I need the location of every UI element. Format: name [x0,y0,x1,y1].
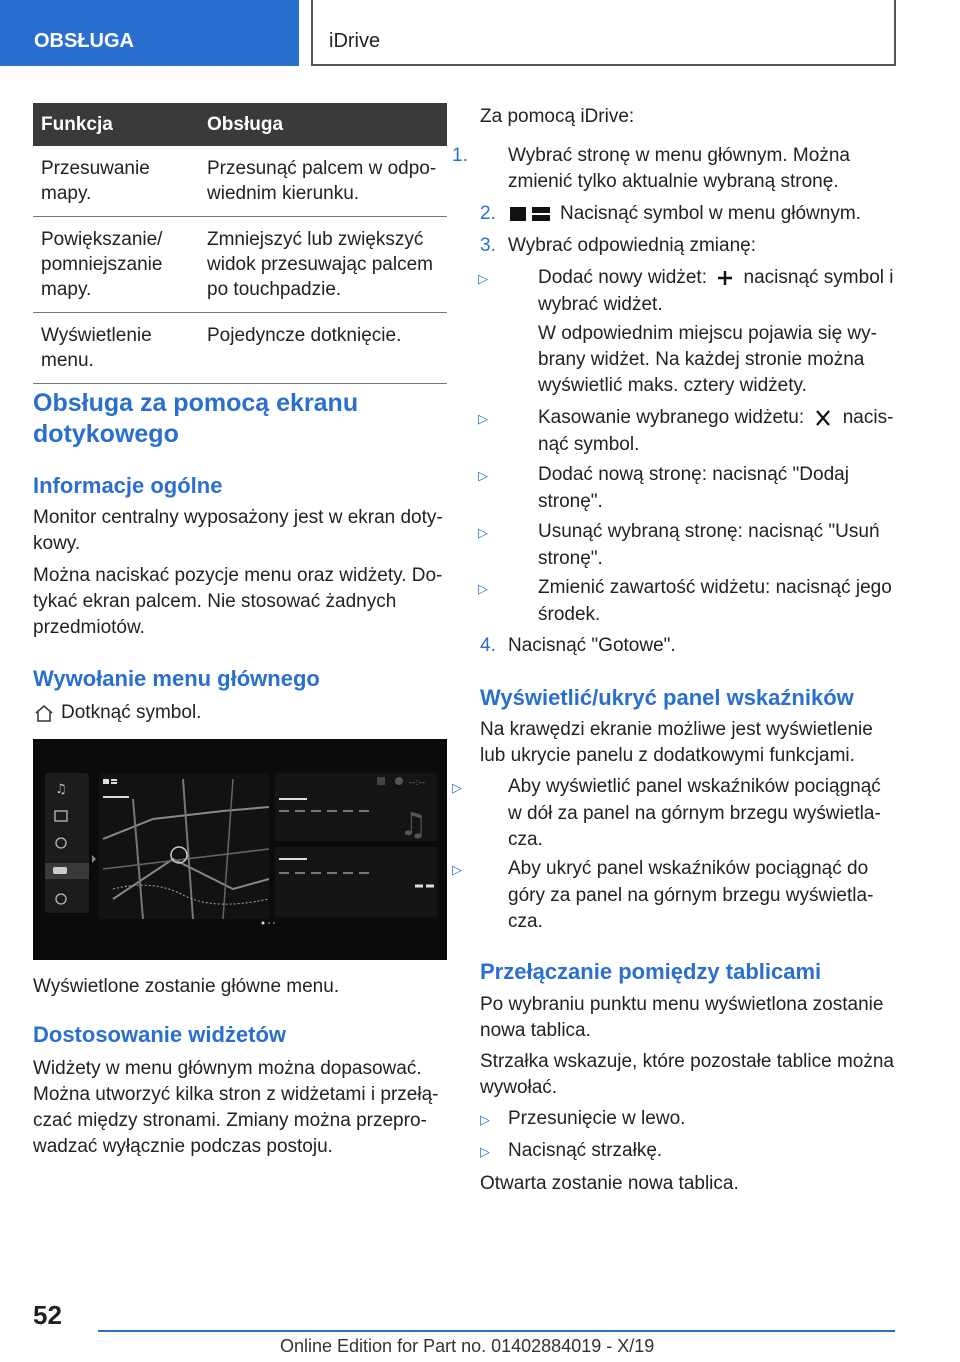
touch-symbol-line [33,700,201,726]
sidebar-panel [45,773,89,913]
section-tab [0,0,299,66]
paragraph-general-2: Można naciskać pozycje menu oraz widżety. Do-tykać ekran palcem. Nie stosować żadnych przedmiotów. [33,565,443,638]
add-page-text: Dodać nową stronę: nacisnąć "Dodaj stronę". [538,464,849,512]
substep-add-page [478,462,888,515]
bullet-triangle-icon: ▷ [480,1144,490,1159]
add-widget-text-a: Dodać nowy widżet: [538,267,707,288]
chapter-tab [311,0,896,66]
heading-indicator-panel: Wyświetlić/ukryć panel wskaźników [480,685,854,710]
car-icon [53,867,67,874]
touch-symbol-text: Dotknąć symbol. [61,702,202,723]
step-2 [480,201,890,227]
bullet-triangle-icon: ▷ [478,581,488,596]
bullet-triangle-icon: ▷ [478,411,488,426]
music-note-icon: ♫ [399,805,428,843]
heading-switch-boards: Przełączanie pomiędzy tablicami [480,959,822,984]
paragraph-general-1: Monitor centralny wyposażony jest w ekran doty-kowy. [33,507,443,554]
step-number: 3. [480,235,496,256]
home-icon [33,702,55,724]
step-number: 1. [452,145,468,166]
step-text: Wybrać stronę w menu głównym. Można zmienić tylko aktualnie wybraną stronę. [508,145,850,192]
table-cell: Pojedyncze dotknięcie. [199,313,447,384]
table-header-function: Funkcja [33,103,199,146]
step-number: 2. [480,203,496,224]
switch-item-text: Przesunięcie w lewo. [508,1108,686,1129]
paragraph-switch-1: Po wybraniu punktu menu wyświetlona zostanie nowa tablica. [480,994,884,1041]
table-cell: Wyświetlenie menu. [33,313,199,384]
table-cell: Przesunąć palcem w odpo- wiednim kierunku. [199,146,447,217]
table-row [33,313,447,384]
delete-text-a: Kasowanie wybranego widżetu: [538,407,805,428]
heading-customize-widgets: Dostosowanie widżetów [33,1022,287,1047]
switch-item [480,1106,890,1133]
main-menu-screenshot [33,739,447,960]
step-number: 4. [480,635,496,656]
paragraph-switch-3: Otwarta zostanie nowa tablica. [480,1173,739,1194]
paragraph-panel: Na krawędzi ekranie możliwe jest wyświetlenie lub ukrycie panelu z dodatkowymi funkcjami. [480,719,873,766]
bullet-triangle-icon: ▷ [478,271,488,286]
change-content-text: Zmienić zawartość widżetu: nacisnąć jego środek. [538,577,892,625]
paragraph-after-screenshot: Wyświetlone zostanie główne menu. [33,976,340,997]
bullet-triangle-icon: ▷ [452,862,462,877]
heading-main-menu: Wywołanie menu głównego [33,666,320,691]
footer-divider [98,1330,895,1332]
footer-edition: Online Edition for Part no. 01402884019 - X/19 [280,1336,655,1356]
substep-add-widget [478,265,898,318]
table-cell: Powiększanie/ pomniejszanie mapy. [33,217,199,313]
panel-item [452,856,890,935]
step-text: Wybrać odpowiednią zmianę: [508,235,757,256]
panel-item-text: Aby wyświetlić panel wskaźników pociągnąć w dół za panel na górnym brzegu wyświetla-cza. [508,776,881,850]
bullet-triangle-icon: ▷ [478,525,488,540]
step-1 [452,143,890,195]
intro-idrive: Za pomocą iDrive: [480,106,635,127]
music-icon: ♫ [55,782,67,797]
function-table [33,103,447,384]
page-number: 52 [33,1300,62,1330]
panel-item-text: Aby ukryć panel wskaźników pociągnąć do góry za panel na górnym brzegu wyświetla-cza. [508,858,874,932]
substep-change-content [478,575,900,628]
chapter-title: iDrive [329,30,381,52]
second-widget [275,847,437,917]
switch-item [480,1138,890,1165]
step-text: Nacisnąć "Gotowe". [508,635,676,656]
close-icon [809,409,837,427]
widget-icon [103,779,109,784]
table-row [33,146,447,217]
step-4 [480,633,890,659]
substep-delete-widget [478,405,900,458]
bullet-triangle-icon: ▷ [480,1112,490,1127]
bullet-triangle-icon: ▷ [452,780,462,795]
step-text: Nacisnąć symbol w menu głównym. [560,203,861,224]
paragraph-widgets: Widżety w menu głównym można dopasować. Można utworzyć kilka stron z widżetami i przełą-czać między stronami. Zmiany można przepro-wadzać wyłącznie podczas postoju. [33,1058,439,1157]
add-widget-text-b: nacisnąć symbol i wybrać widżet. [538,267,894,315]
table-cell: Zmniejszyć lub zwiększyć widok przesuwając palcem po touchpadzie. [199,217,447,313]
paragraph-switch-2: Strzałka wskazuje, które pozostałe tablice można wywołać. [480,1051,894,1098]
heading-touchscreen: Obsługa za pomocą ekranu dotykowego [33,389,359,448]
add-widget-note: W odpowiednim miejscu pojawia się wy-brany widżet. Na każdej stronie można wyświetlić maks. cztery widżety. [538,323,877,396]
remove-page-text: Usunąć wybraną stronę: nacisnąć "Usuń stronę". [538,521,880,569]
status-time: --:-- [409,778,426,788]
plus-icon [712,269,738,287]
substep-remove-page [478,519,888,572]
panel-item [452,774,890,853]
table-header-row [33,103,447,146]
bullet-triangle-icon: ▷ [478,468,488,483]
table-cell: Przesuwanie mapy. [33,146,199,217]
table-header-operation: Obsługa [199,103,447,146]
section-title: OBSŁUGA [34,30,134,52]
switch-item-text: Nacisnąć strzałkę. [508,1140,663,1161]
table-row [33,217,447,313]
step-3 [480,233,890,259]
heading-general-info: Informacje ogólne [33,473,223,498]
widgets-icon [508,205,554,223]
delete-text-b: nacis-nąć symbol. [538,407,894,455]
